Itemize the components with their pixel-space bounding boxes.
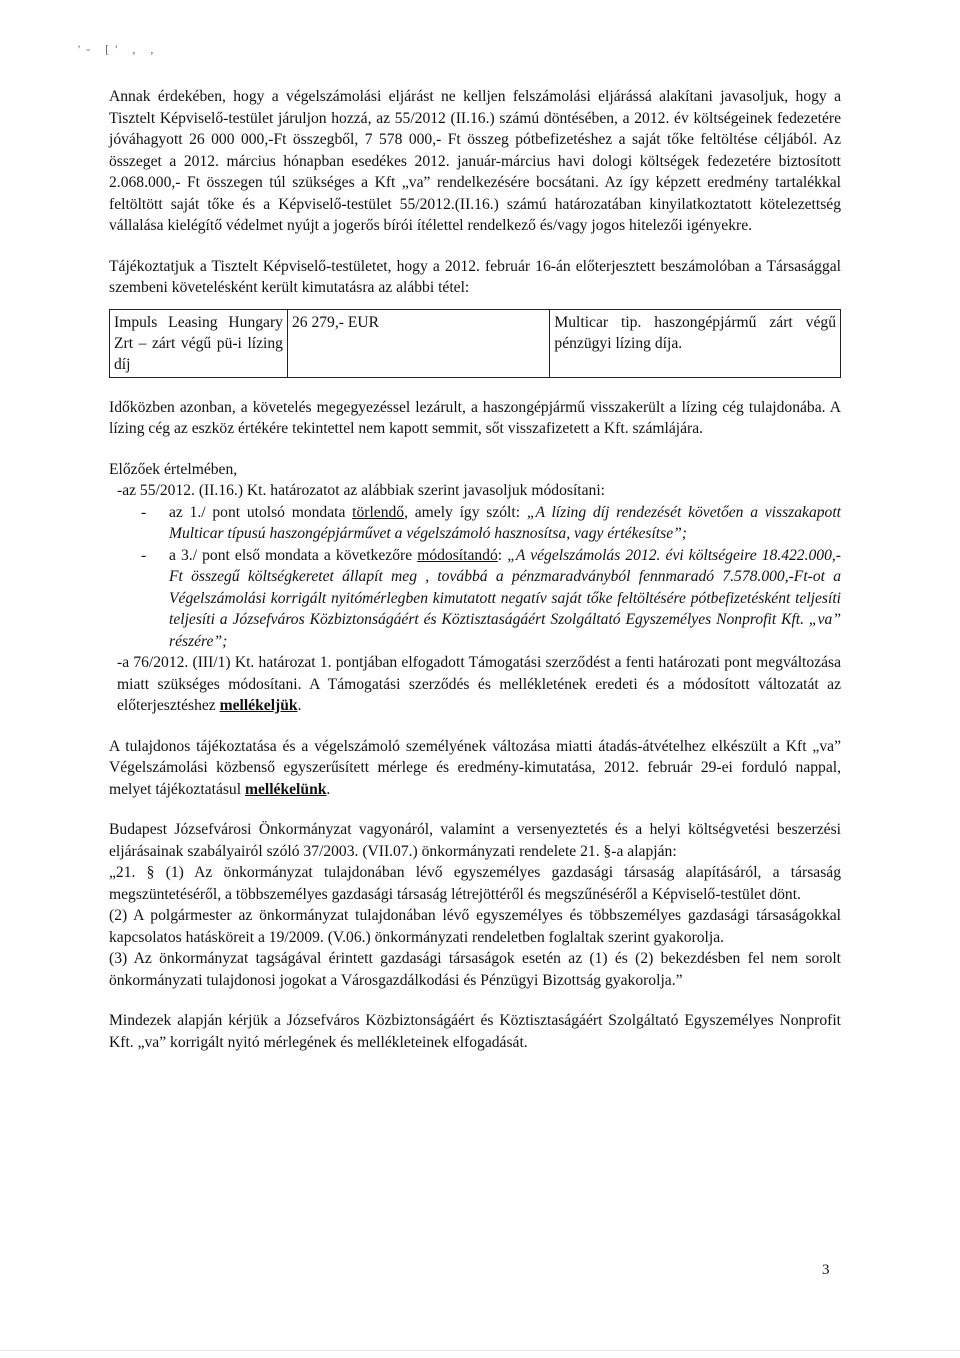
claim-table — [109, 309, 841, 378]
item1-mid: , amely így szólt: — [404, 503, 527, 521]
list-item — [109, 545, 841, 653]
item2-underlined: módosítandó — [417, 546, 498, 564]
item1-underlined: törlendő — [352, 503, 405, 521]
regulation-section-1: „21. § (1) Az önkormányzat tulajdonában lévő egyszemélyes gazdasági társaság alapításáról, a társaság megszüntetéséről, a többszemélyes gazdasági társaság létrejöttéről és megszűnéséről a Képviselő-testület dönt. — [109, 864, 841, 903]
paragraph-request: Mindezek alapján kérjük a Józsefváros Közbiztonságáért és Köztisztaságáért Szolgáltató Egyszemélyes Nonprofit Kft. „va” korrigált nyitó mérlegének és mellékleteinek elfogadását. — [109, 1012, 841, 1051]
attachment-link-text: mellékeljük — [219, 697, 298, 714]
list-dash: - — [141, 546, 147, 564]
paragraph-balance-sheet: A tulajdonos tájékoztatása és a végelszámoló személyének változása miatti átadás-átvételhez elkészült a Kft „va” Végelszámolási közbenső egyszerűsített mérlege és eredmény-kimutatása, 2012. február 29-ei forduló nappal, melyet tájékoztatásul mellékelünk. — [109, 737, 841, 798]
item1-quote: „A lízing díj rendezését követően a visszakapott Multicar típusú haszongépjárművet a végelszámoló hasznosítsa, vagy értékesítse”; — [169, 503, 841, 542]
attachment-text: mellékelünk — [244, 780, 327, 798]
item1-text: az 1./ pont utolsó mondata — [169, 503, 353, 521]
balance-sheet-text: A tulajdonos tájékoztatása és a végelszámoló személyének változása miatti átadás-átvételhez elkészült a Kft „va” Végelszámolási közbenső egyszerűsített mérlege és eredmény-kimutatása, 2012. február 29-ei forduló nappal, melyet tájékoztatásul — [109, 737, 841, 798]
scan-bottom-edge — [0, 1350, 960, 1351]
claim-creditor-cell: Impuls Leasing Hungary Zrt – zárt végű pü-i lízing díj — [110, 309, 288, 377]
table-row — [110, 309, 841, 377]
paragraph-information: Tájékoztatjuk a Tisztelt Képviselő-testületet, hogy a 2012. február 16-án előterjesztett beszámolóban a Társasággal szembeni követelésként került kimutatásra az alábbi tétel: — [109, 257, 841, 296]
item2-text: a 3./ pont első mondata a következőre — [169, 546, 418, 564]
document-body — [109, 86, 841, 1053]
list-item — [109, 502, 841, 545]
item2-quote: „A végelszámolás 2012. évi költségeire 18.422.000,- Ft összegű költségkeretet állapít meg , továbbá a pénzmaradványból fennmaradó 7.578.000,-Ft-ot a Végelszámolási korrigált nyitómérlegben kimutatott negatív saját tőke feltöltésére pótbefizetésként teljesíti teljesíti a Józsefváros Közbiztonságáért és Köztisztaságáért Szolgáltató Egyszemélyes Nonprofit Kft. „va” részére”; — [169, 546, 841, 650]
resolution-amendment-intro: -az 55/2012. (II.16.) Kt. határozatot az alábbiak szerint javasoljuk módosítani: — [117, 482, 606, 499]
paragraph-settlement: Időközben azonban, a követelés megegyezéssel lezárult, a haszongépjármű visszakerült a lízing cég tulajdonába. A lízing cég az eszköz értékére tekintettel nem kapott semmit, sőt visszafizetett a Kft. számlájára. — [109, 398, 841, 437]
claim-amount-cell: 26 279,- EUR — [287, 309, 549, 377]
paragraph-regulation: Budapest Józsefvárosi Önkormányzat vagyonáról, valamint a versenyeztetés és a helyi költségvetési beszerzési eljárásainak szabályairól szóló 37/2003. (VII.07.) önkormányzati rendelete 21. §-a alapján: — [109, 821, 841, 860]
scan-artifact-marks: '- [' , , — [78, 42, 160, 56]
paragraph-accordingly: Előzőek értelmében, — [109, 460, 238, 478]
support-contract-text: -a 76/2012. (III/1) Kt. határozat 1. pontjában elfogadott Támogatási szerződést a fenti határozati pont megváltozása miatt szükséges módosítani. A Támogatási szerződés és mellékletének eredeti és a módosított változatát az előterjesztéshez — [117, 654, 841, 714]
page-number: 3 — [822, 1262, 830, 1278]
paragraph-proposal: Annak érdekében, hogy a végelszámolási eljárást ne kelljen felszámolási eljárássá alakítani javasoljuk, hogy a Tisztelt Képviselő-testület járuljon hozzá, az 55/2012 (II.16.) számú döntésében, a 2012. év költségeinek fedezetére jóváhagyott 26 000 000,-Ft összegből, 7 578 000,- Ft összeg pótbefizetéshez a saját tőke feltöltése céljából. Az összeget a 2012. március hónapban esedékes 2012. január-március havi dologi költségek fedezetére biztosított 2.068.000,- Ft összegen túl szükséges a Kft „va” rendelkezésére bocsátani. Az így képzett eredmény tartalékkal feltöltött saját tőke és a Képviselő-testület 55/2012.(II.16.) számú határozatában kinyilatkoztatott kötelezettség vállalása kielégítő védelmet nyújt a jogerős bírói ítélettel rendelkező és/vagy jogos hitelezői igényekre. — [109, 88, 841, 234]
claim-description-cell: Multicar tip. haszongépjármű zárt végű pénzügyi lízing díja. — [550, 309, 841, 377]
item2-mid: : — [497, 546, 508, 564]
list-dash: - — [141, 503, 147, 521]
regulation-section-2: (2) A polgármester az önkormányzat tulajdonában lévő egyszemélyes és többszemélyes gazdasági társaságokkal kapcsolatos hatásköreit a 19/2009. (V.06.) önkormányzati rendeletben foglaltak szerint gyakorolja. — [109, 907, 841, 946]
paragraph-support-contract: -a 76/2012. (III/1) Kt. határozat 1. pontjában elfogadott Támogatási szerződést a fenti határozati pont megváltozása miatt szükséges módosítani. A Támogatási szerződés és mellékletének eredeti és a módosított változatát az előterjesztéshez mellékeljük. — [117, 654, 841, 714]
regulation-section-3: (3) Az önkormányzat tagságával érintett gazdasági társaságok esetén az (1) és (2) bekezdésben fel nem sorolt önkormányzati tulajdonosi jogokat a Városgazdálkodási és Pénzügyi Bizottság gyakorolja.” — [109, 950, 841, 989]
